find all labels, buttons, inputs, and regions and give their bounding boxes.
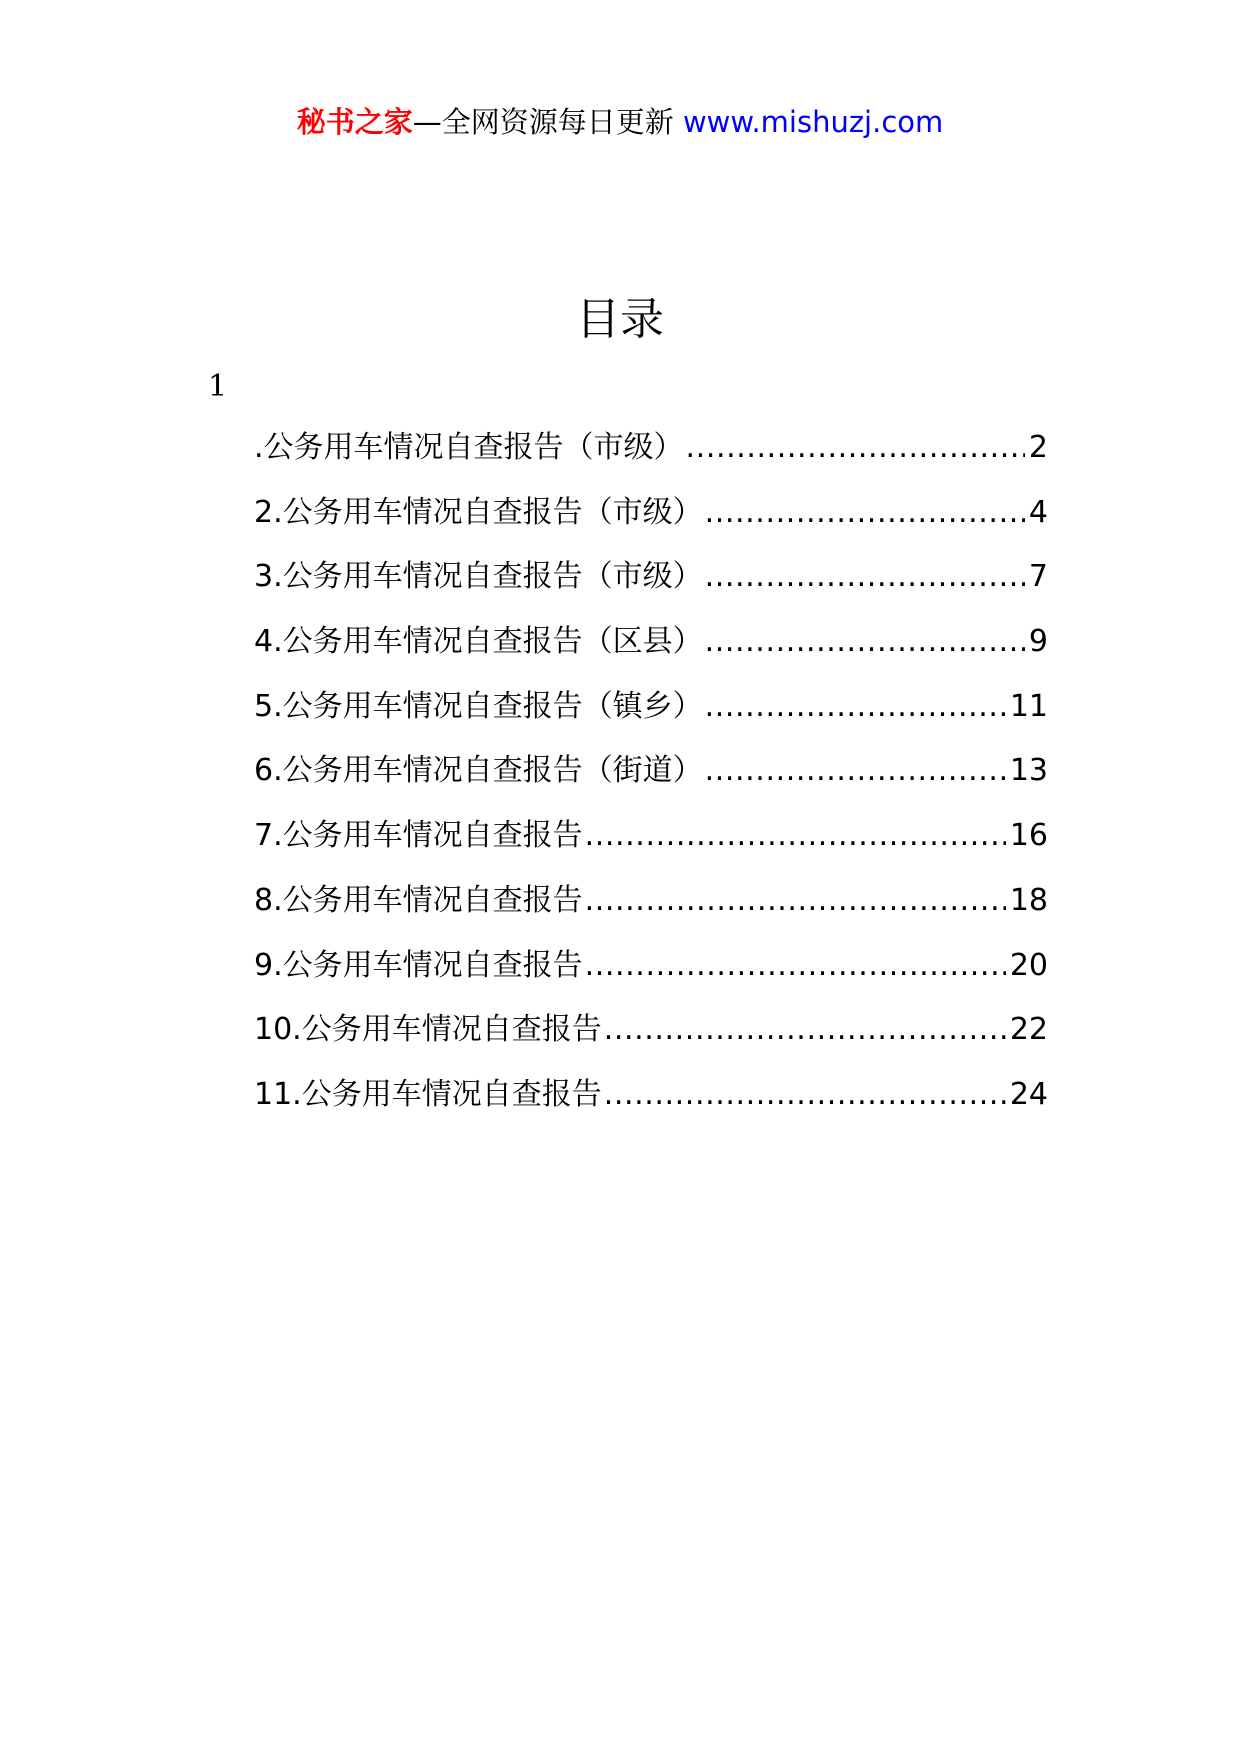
toc-dot-leader xyxy=(705,687,1006,727)
toc-entry-page: 13 xyxy=(1009,753,1048,789)
toc-entry-title: 3.公务用车情况自查报告（市级） xyxy=(254,559,703,595)
toc-entry-title: 2.公务用车情况自查报告（市级） xyxy=(254,494,703,530)
toc-entry-page: 18 xyxy=(1009,882,1048,918)
toc-entry-page: 22 xyxy=(1009,1012,1048,1048)
toc-dot-leader xyxy=(585,946,1006,986)
toc-entry-page: 20 xyxy=(1009,947,1048,983)
toc-entry-title: 6.公务用车情况自查报告（街道） xyxy=(254,753,703,789)
toc-entry[interactable] xyxy=(254,1010,1048,1075)
toc-entry[interactable] xyxy=(254,687,1048,752)
toc-entry-page: 2 xyxy=(1028,430,1048,465)
toc-entry-title: 7.公务用车情况自查报告 xyxy=(254,818,583,854)
site-url-link[interactable]: www.mishuzj.com xyxy=(682,105,944,139)
toc-entry[interactable] xyxy=(254,751,1048,816)
toc-entry-title: 9.公务用车情况自查报告 xyxy=(254,947,583,983)
stray-page-number: 1 xyxy=(208,369,228,404)
toc-entry-title: 5.公务用车情况自查报告（镇乡） xyxy=(254,688,703,724)
toc-entry-title: 10.公务用车情况自查报告 xyxy=(254,1012,602,1048)
toc-entry[interactable] xyxy=(254,557,1048,622)
toc-entry[interactable] xyxy=(254,816,1048,881)
toc-dot-leader xyxy=(585,881,1006,921)
toc-entry-page: 9 xyxy=(1028,624,1048,660)
toc-dot-leader xyxy=(604,1075,1006,1115)
toc-dot-leader xyxy=(604,1010,1006,1050)
toc-entry-page: 24 xyxy=(1009,1076,1048,1112)
toc-dot-leader xyxy=(705,493,1025,533)
toc-entry-title: 11.公务用车情况自查报告 xyxy=(254,1076,602,1112)
header-tagline: —全网资源每日更新 xyxy=(412,105,683,139)
toc-entry-page: 11 xyxy=(1009,688,1048,724)
toc-dot-leader xyxy=(686,428,1025,468)
brand-name: 秘书之家 xyxy=(296,105,413,139)
toc-title: 目录 xyxy=(576,294,664,345)
toc-entry[interactable] xyxy=(254,493,1048,558)
toc-entry-title: .公务用车情况自查报告（市级） xyxy=(254,430,684,465)
toc-entry[interactable] xyxy=(254,946,1048,1011)
page-header xyxy=(0,102,1240,142)
toc-dot-leader xyxy=(705,751,1006,791)
toc-list xyxy=(254,428,1048,1140)
toc-dot-leader xyxy=(705,557,1025,597)
toc-entry-title: 4.公务用车情况自查报告（区县） xyxy=(254,624,703,660)
toc-dot-leader xyxy=(585,816,1006,856)
toc-entry[interactable] xyxy=(254,1075,1048,1140)
toc-entry[interactable] xyxy=(254,881,1048,946)
toc-dot-leader xyxy=(705,622,1025,662)
toc-entry-page: 4 xyxy=(1028,494,1048,530)
toc-entry-title: 8.公务用车情况自查报告 xyxy=(254,882,583,918)
toc-entry-page: 16 xyxy=(1009,818,1048,854)
toc-entry-page: 7 xyxy=(1028,559,1048,595)
toc-entry[interactable] xyxy=(254,622,1048,687)
toc-entry[interactable] xyxy=(254,428,1048,493)
